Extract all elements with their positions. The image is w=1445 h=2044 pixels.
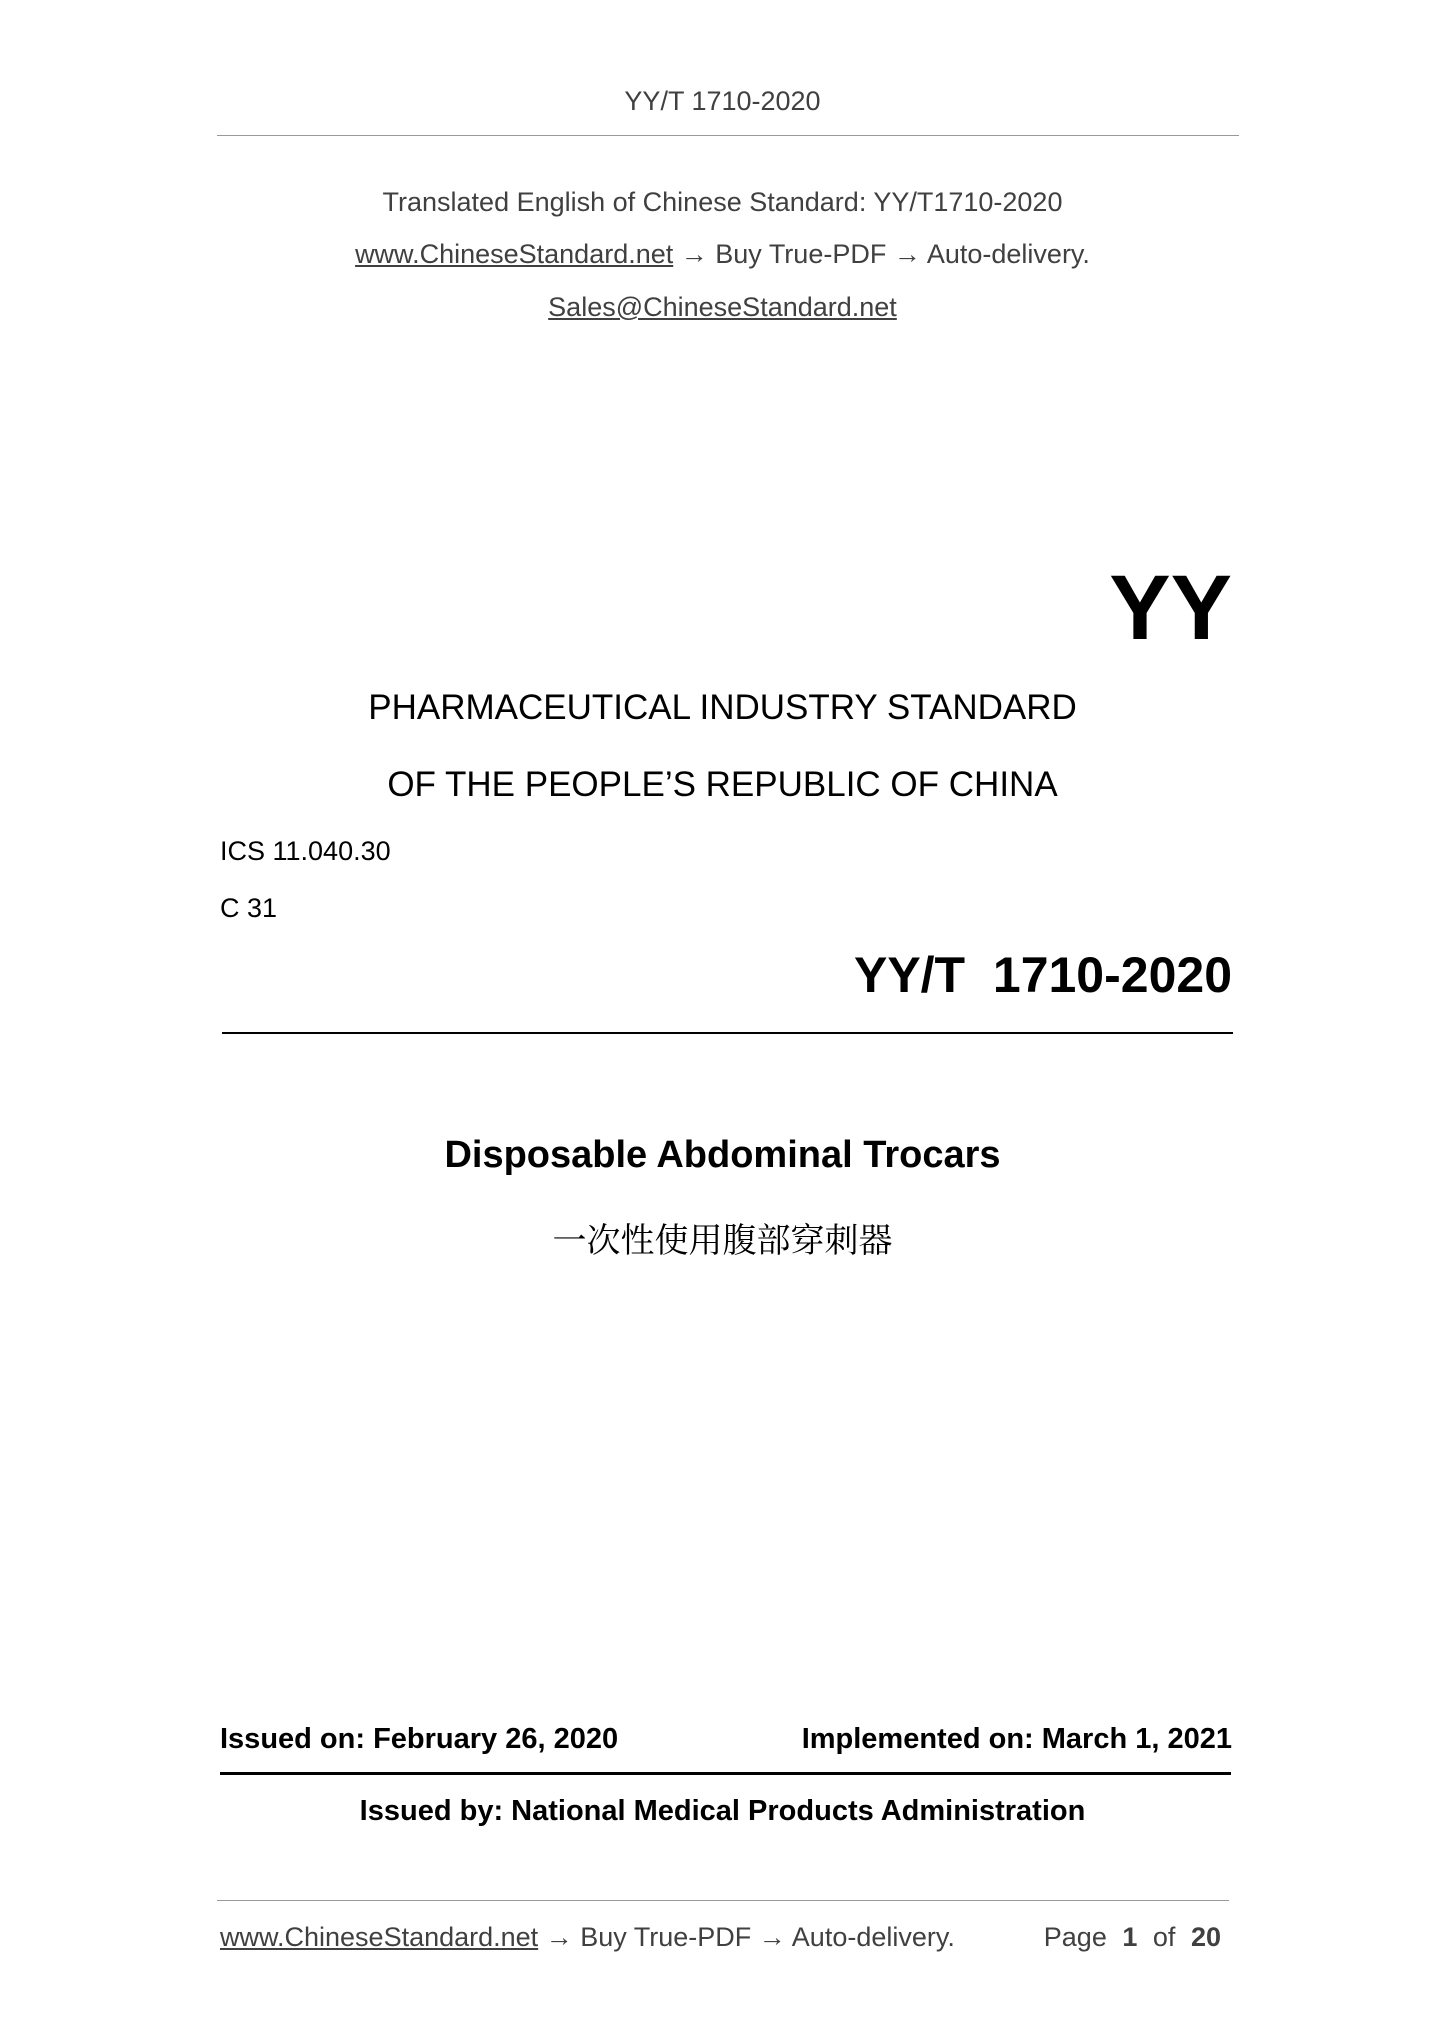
standard-mark: YY <box>1109 557 1232 659</box>
running-header: YY/T 1710-2020 <box>624 86 821 116</box>
title-chinese: 一次性使用腹部穿刺器 <box>552 1222 893 1260</box>
page-indicator <box>1044 1922 1221 1953</box>
email-line <box>0 292 1445 323</box>
org-line-2: OF THE PEOPLE’S REPUBLIC OF CHINA <box>387 765 1058 804</box>
translation-note: Translated English of Chinese Standard: YY/T1710-2020 <box>382 187 1063 217</box>
arrow-right-icon: → <box>680 239 708 269</box>
org-line-1: PHARMACEUTICAL INDUSTRY STANDARD <box>368 688 1077 727</box>
footer-site-link[interactable]: www.ChineseStandard.net <box>220 1922 539 1952</box>
buy-true-pdf-text: Buy True-PDF <box>715 239 887 269</box>
footer-buy-true-pdf-text: Buy True-PDF <box>580 1922 752 1952</box>
page-current: 1 <box>1122 1922 1138 1952</box>
standard-number-divider <box>222 1032 1233 1034</box>
title-english: Disposable Abdominal Trocars <box>444 1134 1001 1176</box>
footer-auto-delivery-text: Auto-delivery. <box>791 1922 955 1952</box>
footer-divider <box>217 1900 1229 1901</box>
arrow-right-icon: → <box>545 1922 573 1952</box>
arrow-right-icon: → <box>893 239 921 269</box>
implemented-on-date: Implemented on: March 1, 2021 <box>801 1723 1232 1755</box>
header-divider <box>217 135 1239 136</box>
page-total: 20 <box>1190 1922 1221 1952</box>
ccs-code: C 31 <box>220 893 278 923</box>
auto-delivery-text: Auto-delivery. <box>926 239 1090 269</box>
purchase-line <box>0 239 1445 270</box>
page-of-label: of <box>1152 1922 1176 1952</box>
issuing-authority: Issued by: National Medical Products Administration <box>359 1795 1086 1827</box>
footer-purchase-line <box>220 1922 955 1953</box>
sales-email-link[interactable]: Sales@ChineseStandard.net <box>548 292 897 322</box>
issued-on-date: Issued on: February 26, 2020 <box>220 1723 619 1755</box>
page-label: Page <box>1043 1922 1107 1952</box>
arrow-right-icon: → <box>758 1922 786 1952</box>
standard-number: YY/T 1710-2020 <box>853 947 1232 1003</box>
site-link[interactable]: www.ChineseStandard.net <box>355 239 674 269</box>
ics-code: ICS 11.040.30 <box>220 836 391 866</box>
dates-divider <box>220 1772 1231 1775</box>
